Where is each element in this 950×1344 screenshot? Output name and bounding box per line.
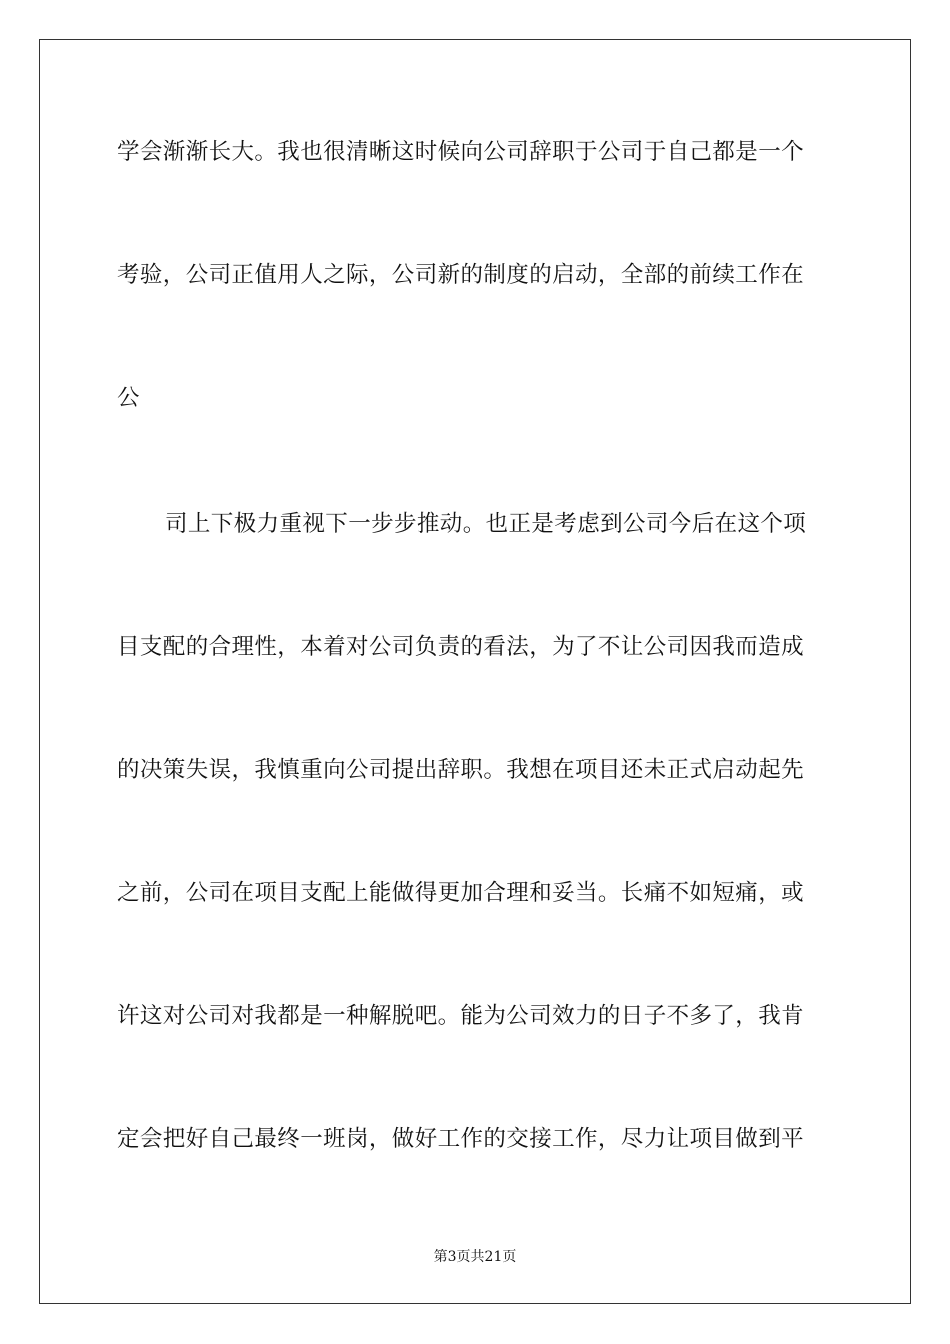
paragraph-line: 司上下极力重视下一步步推动。也正是考虑到公司今后在这个项 (165, 511, 807, 537)
paragraph-line: 目支配的合理性，本着对公司负责的看法，为了不让公司因我而造成 (117, 634, 805, 660)
paragraph-line: 定会把好自己最终一班岗，做好工作的交接工作，尽力让项目做到平 (117, 1126, 805, 1152)
paragraph-line: 之前，公司在项目支配上能做得更加合理和妥当。长痛不如短痛，或 (117, 880, 805, 906)
paragraph-line: 的决策失误，我慎重向公司提出辞职。我想在项目还未正式启动起先 (117, 757, 805, 783)
total-pages: 共21页 (470, 1249, 517, 1265)
page-number: 第3页 (433, 1249, 471, 1265)
paragraph-line: 考验，公司正值用人之际，公司新的制度的启动，全部的前续工作在 (117, 262, 805, 288)
paragraph-line: 许这对公司对我都是一种解脱吧。能为公司效力的日子不多了，我肯 (117, 1003, 805, 1029)
page-footer (0, 1247, 950, 1267)
page-border (39, 39, 911, 1304)
paragraph-line: 学会渐渐长大。我也很清晰这时候向公司辞职于公司于自己都是一个 (117, 139, 805, 165)
paragraph-line: 公 (117, 385, 140, 411)
